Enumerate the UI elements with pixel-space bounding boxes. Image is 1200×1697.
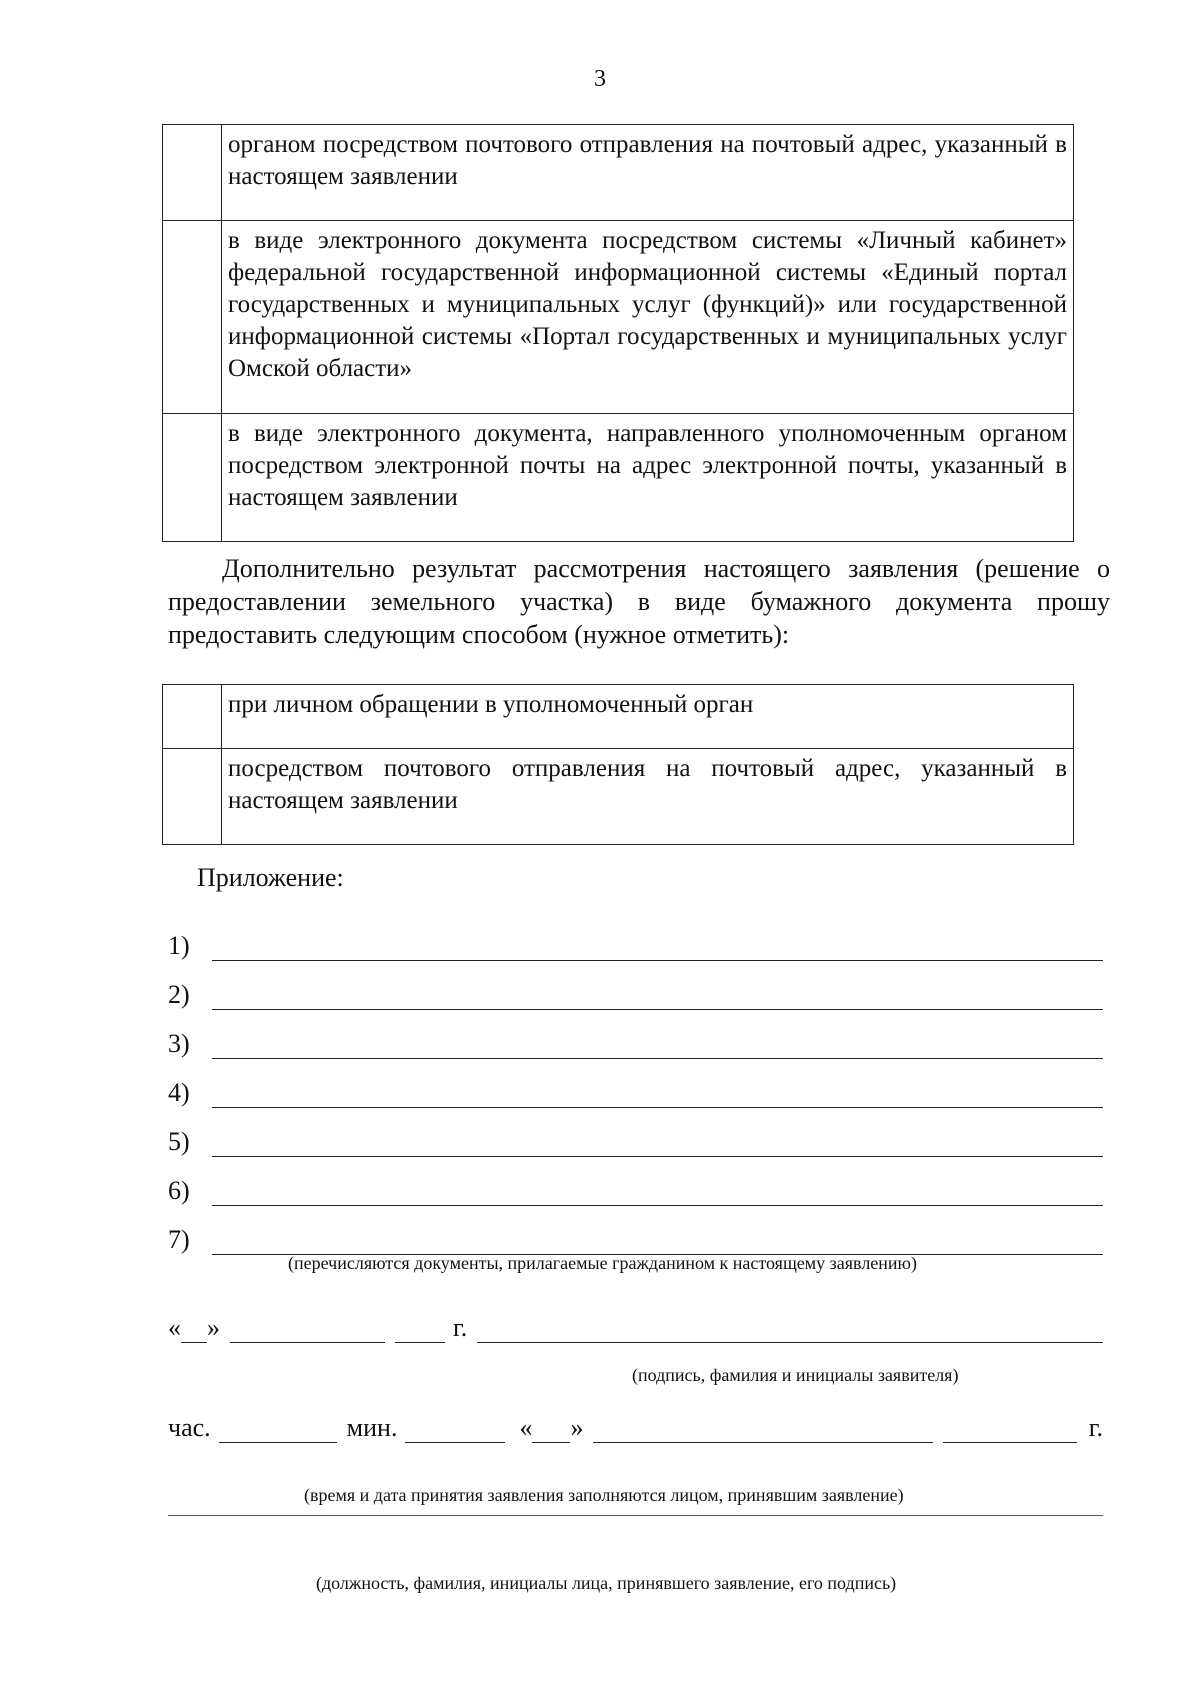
appendix-item-number: 4): [168, 1078, 190, 1107]
delivery-options-table: [162, 124, 1074, 542]
option-checkbox[interactable]: [163, 125, 222, 221]
appendix-item: [168, 1059, 1103, 1108]
paper-option-row: [163, 749, 1074, 845]
delivery-option-row: [163, 125, 1074, 221]
signature-field[interactable]: [477, 1316, 1103, 1343]
acceptance-caption: (время и дата принятия заявления заполняются лицом, принявшим заявление): [304, 1485, 904, 1505]
appendix-item: [168, 1157, 1103, 1206]
delivery-option-row: [163, 414, 1074, 542]
day-field[interactable]: [181, 1316, 207, 1343]
option-text: в виде электронного документа, направленного уполномоченным органом посредством электронной почты на адрес электронной почты, указанный в настоящем заявлении: [222, 414, 1074, 542]
minute-label: мин.: [346, 1413, 398, 1442]
appendix-item: [168, 912, 1103, 961]
option-checkbox[interactable]: [163, 749, 222, 845]
page-number: 3: [594, 66, 606, 92]
delivery-option-row: [163, 221, 1074, 414]
acceptance-time-row: [168, 1413, 1103, 1443]
option-checkbox[interactable]: [163, 685, 222, 749]
option-text: в виде электронного документа посредством системы «Личный кабинет» федеральной государственной информационной системы «Единый портал государственных и муниципальных услуг (функций)» или государственной информационной системы «Портал государственных и муниципальных услуг Омской области»: [222, 221, 1074, 414]
option-text: органом посредством почтового отправления на почтовый адрес, указанный в настоящем заявлении: [222, 125, 1074, 221]
day-field[interactable]: [532, 1416, 570, 1443]
appendix-item-number: 5): [168, 1127, 190, 1156]
hour-label: час.: [168, 1413, 211, 1442]
appendix-item: [168, 961, 1103, 1010]
appendix-item: [168, 1010, 1103, 1059]
year-suffix: г.: [453, 1313, 468, 1342]
appendix-heading: Приложение:: [197, 863, 344, 892]
option-text: при личном обращении в уполномоченный орган: [222, 685, 1074, 749]
open-quote: «: [519, 1413, 533, 1442]
hour-field[interactable]: [219, 1416, 337, 1443]
appendix-item-field[interactable]: [212, 1081, 1103, 1108]
appendix-item-number: 3): [168, 1029, 190, 1058]
appendix-item-number: 1): [168, 931, 190, 960]
option-checkbox[interactable]: [163, 414, 222, 542]
close-quote: »: [570, 1413, 584, 1442]
signature-date-row: [168, 1313, 1103, 1343]
close-quote: »: [207, 1313, 220, 1342]
appendix-item-number: 6): [168, 1176, 190, 1205]
additional-paragraph: Дополнительно результат рассмотрения настоящего заявления (решение о предоставлении земельного участка) в виде бумажного документа прошу предоставить следующим способом (нужное отметить):: [168, 554, 1110, 649]
appendix-item: [168, 1108, 1103, 1157]
appendix-item-field[interactable]: [212, 1032, 1103, 1059]
open-quote: «: [168, 1313, 181, 1342]
appendix-item: [168, 1206, 1103, 1255]
appendix-caption: (перечисляются документы, прилагаемые гражданином к настоящему заявлению): [288, 1253, 917, 1273]
month-field[interactable]: [593, 1416, 933, 1443]
year-field[interactable]: [943, 1416, 1076, 1443]
appendix-item-field[interactable]: [212, 1130, 1103, 1157]
paper-delivery-options-table: [162, 684, 1074, 845]
month-field[interactable]: [230, 1316, 385, 1343]
official-caption: (должность, фамилия, инициалы лица, принявшего заявление, его подпись): [316, 1573, 897, 1593]
appendix-item-field[interactable]: [212, 934, 1103, 961]
appendix-item-field[interactable]: [212, 1179, 1103, 1206]
official-signature-field[interactable]: [168, 1515, 1103, 1516]
year-suffix: г.: [1088, 1413, 1103, 1442]
appendix-item-field[interactable]: [212, 983, 1103, 1010]
appendix-list: [168, 912, 1103, 1255]
appendix-item-field[interactable]: [212, 1228, 1103, 1255]
minute-field[interactable]: [405, 1416, 505, 1443]
year-field[interactable]: [395, 1316, 445, 1343]
appendix-item-number: 2): [168, 980, 190, 1009]
option-text: посредством почтового отправления на почтовый адрес, указанный в настоящем заявлении: [222, 749, 1074, 845]
signature-caption: (подпись, фамилия и инициалы заявителя): [632, 1365, 959, 1385]
option-checkbox[interactable]: [163, 221, 222, 414]
appendix-item-number: 7): [168, 1225, 190, 1254]
paper-option-row: [163, 685, 1074, 749]
